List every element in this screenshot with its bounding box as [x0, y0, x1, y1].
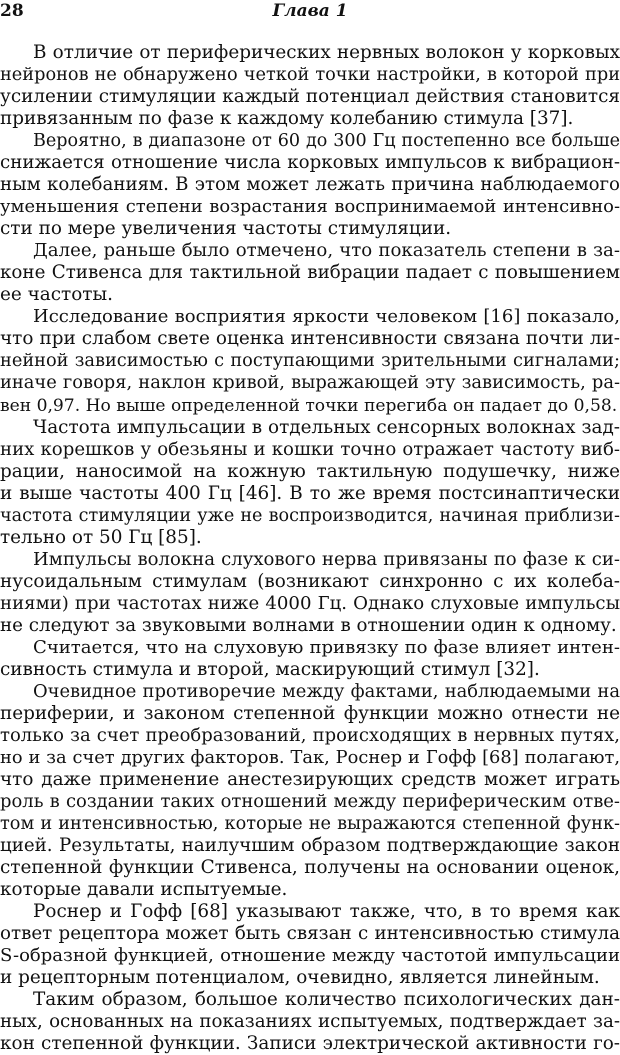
text-line: периферии, и законом степенной функции можно отнести не [0, 702, 620, 724]
body-text [0, 42, 620, 1055]
paragraph [0, 549, 620, 637]
page-header [0, 0, 620, 24]
text-line: цией. Результаты, наилучшим образом подтверждающие закон [0, 835, 620, 857]
text-line: но и за счет других факторов. Так, Роснер и Гофф [68] полагают, [0, 747, 620, 768]
text-line: нейронов не обнаружено четкой точки настройки, в которой при [0, 65, 620, 86]
text-line: Очевидное противоречие между фактами, наблюдаемыми на [33, 680, 620, 702]
text-line: привязанным по фазе к каждому колебанию стимула [37]. [0, 108, 574, 130]
paragraph [0, 42, 620, 130]
text-line: степенной функции Стивенса, получены на основании оценок, [0, 857, 620, 879]
text-line: уменьшения степени возрастания воспринимаемой интенсивно- [0, 196, 620, 218]
text-line: ответ рецептора может быть связан с интенсивностью стимула [0, 923, 620, 945]
text-line: том и интенсивностью, которые не выражаются степенной функ- [0, 814, 620, 835]
text-line: Роснер и Гофф [68] указывают также, что, в то время как [33, 901, 620, 923]
text-line: только за счет преобразований, происходящих в нервных путях, [0, 724, 620, 746]
text-line: Исследование восприятия яркости человеком [16] показало, [33, 306, 620, 328]
text-line: кон степенной функции. Записи электрической активности го- [0, 1033, 620, 1055]
text-line: снижается отношение числа корковых импульсов к вибрацион- [0, 152, 620, 174]
text-line: В отличие от периферических нервных волокон у корковых [33, 42, 620, 63]
text-line: нусоидальным стимулам (возникают синхронно с их колеба- [0, 570, 620, 592]
paragraph [0, 901, 620, 989]
text-line: рации, наносимой на кожную тактильную подушечку, ниже [0, 460, 620, 482]
page-number: 28 [0, 1, 24, 21]
text-line: роль в создании таких отношений между периферическим отве- [0, 791, 620, 813]
text-line: тельно от 50 Гц [85]. [0, 526, 202, 548]
paragraph [0, 130, 620, 240]
text-line: что при слабом свете оценка интенсивности связана почти ли- [0, 328, 620, 350]
text-line: Таким образом, большое количество психологических дан- [33, 989, 620, 1011]
paragraph [0, 681, 620, 901]
paragraph [0, 417, 620, 549]
paragraph [0, 306, 620, 416]
text-line: что даже применение анестезирующих средств может играть [0, 769, 620, 791]
paragraph [0, 637, 620, 681]
text-line: вен 0,97. Но выше определенной точки перегиба он падает до 0,58. [0, 395, 618, 416]
text-line: и рецепторным потенциалом, очевидно, является линейным. [0, 967, 600, 989]
text-line: усилении стимуляции каждый потенциал действия становится [0, 86, 620, 108]
text-line: ее частоты. [0, 284, 113, 306]
text-line: и выше частоты 400 Гц [46]. В то же время постсинаптически [0, 482, 620, 504]
text-line: иначе говоря, наклон кривой, выражающей эту зависимость, ра- [0, 372, 620, 394]
text-line: Импульсы волокна слухового нерва привязаны по фазе к си- [33, 548, 620, 570]
text-line: сивность стимула и второй, маскирующий стимул [32]. [0, 658, 540, 680]
text-line: S-образной функцией, отношение между частотой импульсации [0, 945, 620, 967]
text-line: Считается, что на слуховую привязку по фазе влияет интен- [33, 636, 620, 658]
chapter-title: Глава 1 [272, 1, 348, 21]
text-line: нейной зависимостью с поступающими зрительными сигналами; [0, 351, 620, 372]
text-line: частота стимуляции уже не воспроизводится, начиная приблизи- [0, 505, 620, 526]
text-line: Вероятно, в диапазоне от 60 до 300 Гц постепенно все больше [33, 131, 620, 152]
text-line: них корешков у обезьяны и кошки точно отражает частоту виб- [0, 438, 620, 460]
text-line: Частота импульсации в отдельных сенсорных волокнах зад- [33, 416, 620, 438]
text-line: коне Стивенса для тактильной вибрации падает с повышением [0, 262, 620, 284]
text-line: ниями) при частотах ниже 4000 Гц. Однако слуховые импульсы [0, 592, 620, 614]
text-line: ных, основанных на показаниях испытуемых, подтверждает за- [0, 1011, 620, 1033]
text-line: Далее, раньше было отмечено, что показатель степени в за- [33, 240, 620, 262]
paragraph [0, 989, 620, 1055]
text-line: не следуют за звуковыми волнами в отношении один к одному. [0, 614, 617, 636]
text-line: которые давали испытуемые. [0, 879, 288, 901]
text-line: сти по мере увеличения частоты стимуляции. [0, 218, 452, 240]
text-line: ным колебаниям. В этом может лежать причина наблюдаемого [0, 174, 620, 196]
paragraph [0, 240, 620, 306]
